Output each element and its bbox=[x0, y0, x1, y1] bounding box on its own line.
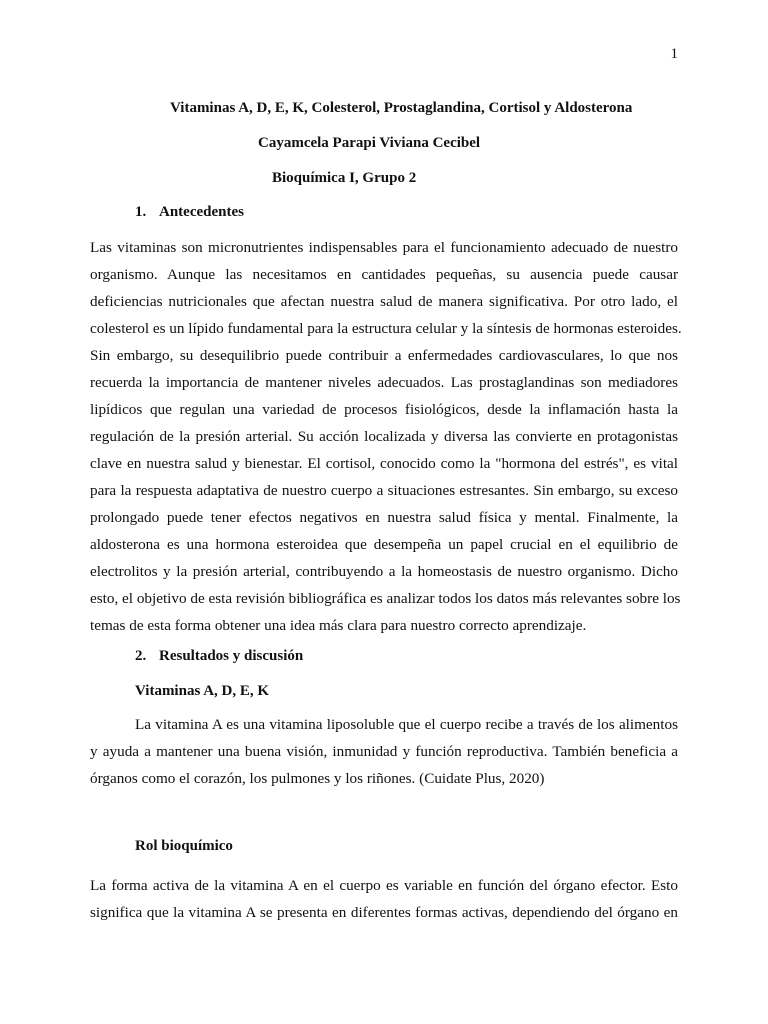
section-heading-antecedentes bbox=[135, 204, 244, 221]
text-line: lipídicos que regulan una variedad de procesos fisiológicos, desde la inflamación hasta la bbox=[90, 401, 678, 418]
text-line: temas de esta forma obtener una idea más clara para nuestro correcto aprendizaje. bbox=[90, 617, 587, 634]
text-line: electrolitos y la presión arterial, contribuyendo a la homeostasis de nuestro organismo. Dicho bbox=[90, 563, 678, 580]
text-line: La vitamina A es una vitamina liposoluble que el cuerpo recibe a través de los alimentos bbox=[135, 716, 678, 733]
section-number: 2. bbox=[135, 648, 147, 664]
text-line: colesterol es un lípido fundamental para la estructura celular y la síntesis de hormonas esteroides. bbox=[90, 320, 682, 337]
section-number: 1. bbox=[135, 204, 147, 220]
text-line: Sin embargo, su desequilibrio puede contribuir a enfermedades cardiovasculares, lo que nos bbox=[90, 347, 678, 364]
text-line: significa que la vitamina A se presenta en diferentes formas activas, dependiendo del órgano en bbox=[90, 904, 678, 921]
text-line: deficiencias nutricionales que afectan nuestra salud de manera significativa. Por otro lado, el bbox=[90, 293, 678, 310]
text-line: esto, el objetivo de esta revisión bibliográfica es analizar todos los datos más relevantes sobre los bbox=[90, 590, 681, 607]
section-heading-resultados bbox=[135, 648, 303, 665]
paragraph-vitamina-a bbox=[90, 711, 678, 792]
course-name: Bioquímica I, Grupo 2 bbox=[272, 170, 417, 186]
section-title: Resultados y discusión bbox=[159, 648, 304, 664]
text-line: clave en nuestra salud y bienestar. El cortisol, conocido como la "hormona del estrés", es vital bbox=[90, 455, 678, 472]
paragraph-rol-bioquimico bbox=[90, 872, 678, 926]
paragraph-antecedentes bbox=[90, 234, 682, 639]
text-line: Las vitaminas son micronutrientes indispensables para el funcionamiento adecuado de nuestro bbox=[90, 239, 678, 256]
section-title: Antecedentes bbox=[159, 204, 244, 220]
document-title: Vitaminas A, D, E, K, Colesterol, Prostaglandina, Cortisol y Aldosterona bbox=[170, 100, 633, 116]
text-line: recuerda la importancia de mantener niveles adecuados. Las prostaglandinas son mediadores bbox=[90, 374, 678, 391]
text-line: órganos como el corazón, los pulmones y los riñones. (Cuidate Plus, 2020) bbox=[90, 770, 545, 787]
subheading-rol-bioquimico: Rol bioquímico bbox=[135, 838, 233, 854]
text-line: para la respuesta adaptativa de nuestro cuerpo a situaciones estresantes. Sin embargo, su exceso bbox=[90, 482, 678, 499]
subheading-vitaminas: Vitaminas A, D, E, K bbox=[135, 683, 270, 699]
text-line: regulación de la presión arterial. Su acción localizada y diversa las convierte en protagonistas bbox=[90, 428, 678, 445]
author-name: Cayamcela Parapi Viviana Cecibel bbox=[258, 135, 481, 151]
text-line: La forma activa de la vitamina A en el cuerpo es variable en función del órgano efector. Esto bbox=[90, 877, 678, 894]
text-line: y ayuda a mantener una buena visión, inmunidad y función reproductiva. También beneficia a bbox=[90, 743, 678, 760]
text-line: aldosterona es una hormona esteroidea que desempeña un papel crucial en el equilibrio de bbox=[90, 536, 678, 553]
page-number: 1 bbox=[670, 46, 678, 62]
text-line: prolongado puede tener efectos negativos en nuestra salud física y mental. Finalmente, la bbox=[90, 509, 678, 526]
text-line: organismo. Aunque las necesitamos en cantidades pequeñas, su ausencia puede causar bbox=[90, 266, 678, 283]
